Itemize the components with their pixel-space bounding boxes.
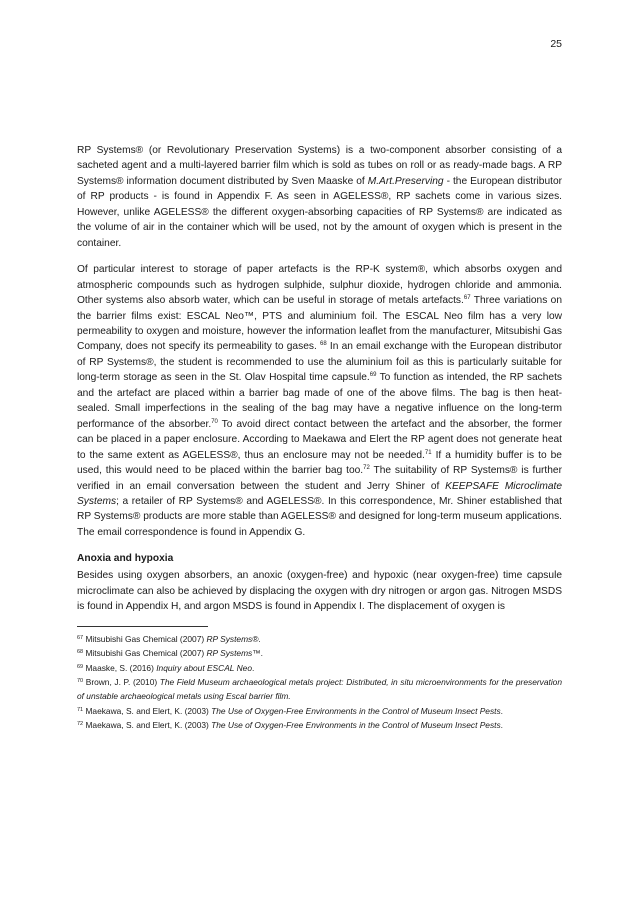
paragraph-rp-systems	[77, 143, 562, 251]
italic-text: RP Systems™	[206, 648, 261, 659]
text-run: Of particular interest to storage of paper artefacts is the RP-K system®, which absorbs oxygen and atmospheric compounds such as hydrogen sulphide, sulphur dioxide, hydrogen chloride and ammonia. Other systems also absorb water, which can be useful in storage of metals artefacts.	[77, 264, 562, 307]
text-run: Mitsubishi Gas Chemical (2007)	[83, 633, 207, 644]
italic-text: KEEPSAFE Microclimate Systems	[77, 480, 562, 507]
page-number: 25	[550, 38, 562, 50]
footnote-number: 71	[77, 706, 84, 713]
text-run: The suitability of RP Systems® is further verified in an email conversation between the student and Jerry Shiner of	[77, 465, 562, 492]
footnote-ref: 71	[424, 449, 432, 456]
footnote-72	[77, 718, 562, 732]
document-body	[77, 143, 562, 733]
italic-text: Inquiry about ESCAL Neo	[156, 662, 252, 673]
footnote-ref: 69	[369, 372, 377, 379]
text-run: Maekawa, S. and Elert, K. (2003)	[83, 705, 212, 716]
text-run: Besides using oxygen absorbers, an anoxic (oxygen-free) and hypoxic (near oxygen-free) time capsule microclimate can also be achieved by displacing the oxygen with dry nitrogen or argon gas. Nitrogen MSDS is found in Appendix H, and argon MSDS is found in Appendix I. The displacement of oxygen is	[77, 570, 562, 613]
footnote-ref: 67	[463, 295, 471, 302]
footnote-separator	[77, 626, 208, 627]
paragraph-anoxia	[77, 568, 562, 614]
footnote-71	[77, 704, 562, 718]
text-run: In an email exchange with the European distributor of RP Systems®, the student is recommended to use the aluminium foil as this is particularly suitable for long-term storage as seen in the St. Olav Hospital time capsule.	[77, 341, 562, 384]
paragraph-rp-k-system	[77, 262, 562, 540]
text-run: If a humidity buffer is to be used, this would need to be placed within the barrier bag too.	[77, 449, 562, 477]
text-run: .	[251, 662, 255, 673]
footnote-number: 69	[77, 663, 84, 670]
text-run: .	[500, 705, 503, 716]
footnote-70	[77, 675, 562, 704]
text-run: .	[260, 648, 263, 659]
text-run: To avoid direct contact between the artefact and the absorber, the former can be placed in a paper enclosure. According to Maekawa and Elert the RP agent does not generate heat to the same extent as AGELESS®, thus an enclosure may not be needed.	[77, 418, 562, 461]
footnote-number: 67	[77, 634, 84, 641]
text-run: ; a retailer of RP Systems® and AGELESS®. In this correspondence, Mr. Shiner established that RP Systems® products are more stable than AGELESS® and designed for long-term museum applications. The email correspondence is found in Appendix G.	[77, 495, 562, 538]
text-run: - the European distributor of RP products - is found in Appendix F. As seen in AGELESS®, RP sachets come in various sizes. However, unlike AGELESS® the different oxygen-absorbing capacities of RP Systems® are indicated as the volume of air in the container which will be used, not by the amount of oxygen which is present in the container.	[77, 175, 562, 249]
footnote-number: 70	[77, 677, 84, 684]
italic-text: M.Art.Preserving	[367, 175, 444, 187]
footnote-68	[77, 646, 562, 660]
text-run: Maekawa, S. and Elert, K. (2003)	[83, 720, 212, 731]
italic-text: RP Systems®	[206, 633, 259, 644]
text-run: .	[258, 633, 261, 644]
footnote-ref: 70	[211, 418, 218, 425]
footnote-67	[77, 632, 562, 646]
text-run: .	[500, 720, 503, 731]
footnote-number: 68	[77, 649, 84, 656]
text-run: Brown, J. P. (2010)	[83, 676, 160, 687]
footnote-number: 72	[77, 721, 84, 728]
text-run: Mitsubishi Gas Chemical (2007)	[83, 648, 207, 659]
text-run: Three variations on the barrier films exist: ESCAL Neo™, PTS and aluminium foil. The ESCAL Neo film has a very low permeability to oxygen and moisture, however the information leaflet from the manufacturer, Mitsubishi Gas Company, does not specify its permeability to gases.	[77, 295, 562, 353]
footnotes	[77, 632, 562, 733]
text-run: Maaske, S. (2016)	[83, 662, 157, 673]
text-run: RP Systems® (or Revolutionary Preservation Systems) is a two-component absorber consisting of a sacheted agent and a multi-layered barrier film which is sold as tubes on roll or as ready-made bags. A RP Systems® information document distributed by Sven Maaske of	[77, 145, 562, 187]
italic-text: The Use of Oxygen-Free Environments in the Control of Museum Insect Pests	[211, 720, 501, 731]
footnote-ref: 72	[363, 465, 370, 472]
footnote-69	[77, 661, 562, 675]
text-run: To function as intended, the RP sachets and the artefact are placed within a barrier bag made of one of the above films. The bag is then heat-sealed. Small imperfections in the sealing of the bag may have a negative influence on the long-term performance of the absorber.	[77, 372, 562, 430]
italic-text: The Use of Oxygen-Free Environments in the Control of Museum Insect Pests	[211, 705, 501, 716]
section-heading-anoxia: Anoxia and hypoxia	[77, 553, 174, 565]
italic-text: The Field Museum archaeological metals project: Distributed, in situ microenvironments for the preservation of unstable archaeological metals using Escal barrier film.	[77, 676, 562, 702]
footnote-ref: 68	[320, 341, 327, 348]
